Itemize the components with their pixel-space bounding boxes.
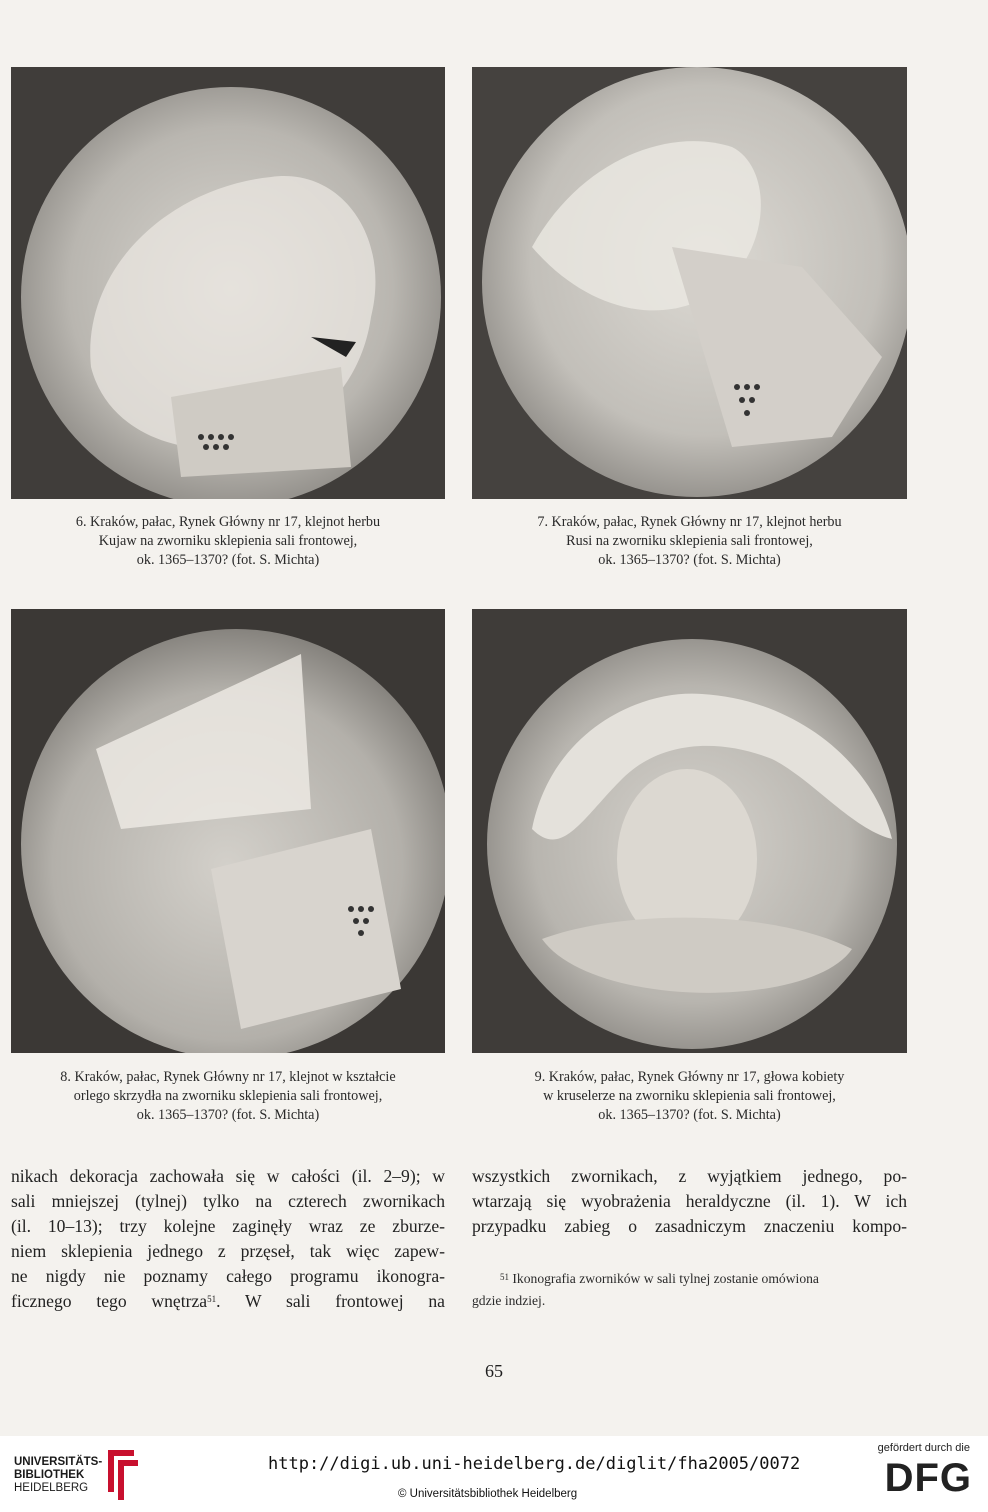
body-text-left-column [11, 1164, 445, 1314]
footnote-line: gdzie indziej. [472, 1293, 546, 1308]
body-line: wszystkich zwornikach, z wyjątkiem jednego, po- [472, 1166, 907, 1186]
library-line: BIBLIOTHEK [14, 1469, 85, 1481]
library-logo-text [14, 1456, 102, 1495]
caption-line: Kujaw na zworniku sklepienia sali frontowej, [98, 533, 358, 549]
body-line: niem sklepienia jednego z przęseł, tak więc zapew- [11, 1241, 445, 1261]
caption-line: ok. 1365–1370? (fot. S. Michta) [136, 1107, 320, 1123]
figure-7-caption [472, 513, 907, 570]
body-line-last [11, 1289, 445, 1314]
footnote [472, 1268, 907, 1312]
dfg-logo: DFG [884, 1456, 972, 1500]
caption-line: Rusi na zworniku sklepienia sali frontowej, [566, 533, 813, 549]
body-line: (il. 10–13); trzy kolejne zaginęły wraz ze zburze- [11, 1216, 445, 1236]
library-line: UNIVERSITÄTS- [14, 1456, 103, 1468]
caption-line: 9. Kraków, pałac, Rynek Główny nr 17, głowa kobiety [534, 1069, 845, 1085]
body-line: ne nigdy nie poznamy całego programu ikonogra- [11, 1266, 445, 1286]
caption-line: ok. 1365–1370? (fot. S. Michta) [136, 552, 320, 568]
photo-keystone-kujawy-crest [11, 67, 445, 499]
caption-line: 7. Kraków, pałac, Rynek Główny nr 17, klejnot herbu [537, 514, 842, 530]
caption-line: ok. 1365–1370? (fot. S. Michta) [598, 1107, 781, 1123]
body-line-text: ficznego tego wnętrza [11, 1291, 208, 1311]
library-logo-icon [104, 1446, 138, 1500]
figure-9-caption [472, 1068, 907, 1125]
caption-line: orlego skrzydła na zworniku sklepienia sali frontowej, [73, 1088, 383, 1104]
caption-line: ok. 1365–1370? (fot. S. Michta) [598, 552, 781, 568]
footnote-mark: 51 [500, 1272, 509, 1282]
body-line: wtarzają się wyobrażenia heraldyczne (il. 1). W ich [472, 1191, 907, 1211]
body-line: przypadku zabieg o zasadniczym znaczeniu kompo- [472, 1216, 907, 1236]
figure-6-caption [11, 513, 445, 570]
photo-keystone-eagle-wing [11, 609, 445, 1053]
body-text-right-column [472, 1164, 907, 1239]
footnote-reference: 51 [207, 1294, 217, 1304]
caption-line: 8. Kraków, pałac, Rynek Główny nr 17, klejnot w kształcie [60, 1069, 396, 1085]
funding-label: gefördert durch die [877, 1442, 970, 1454]
body-line: nikach dekoracja zachowała się w całości (il. 2–9); w [11, 1166, 445, 1186]
body-line-tail: . W sali frontowej na [216, 1291, 445, 1311]
figure-8-caption [11, 1068, 445, 1125]
body-line: sali mniejszej (tylnej) tylko na czterech zwornikach [11, 1191, 445, 1211]
source-url-link[interactable]: http://digi.ub.uni-heidelberg.de/diglit/fha2005/0072 [268, 1454, 801, 1474]
page-number: 65 [485, 1361, 503, 1381]
digitization-footer [0, 1436, 988, 1512]
footnote-text: Ikonografia zworników w sali tylnej zostanie omówiona [512, 1271, 819, 1286]
library-line: HEIDELBERG [14, 1482, 89, 1494]
photo-keystone-rus-crest [472, 67, 907, 499]
caption-line: w kruselerze na zworniku sklepienia sali frontowej, [543, 1088, 836, 1104]
photo-keystone-woman-head [472, 609, 907, 1053]
footnote-line [472, 1268, 907, 1290]
copyright-notice: © Universitätsbibliothek Heidelberg [398, 1488, 578, 1500]
caption-line: 6. Kraków, pałac, Rynek Główny nr 17, klejnot herbu [75, 514, 381, 530]
